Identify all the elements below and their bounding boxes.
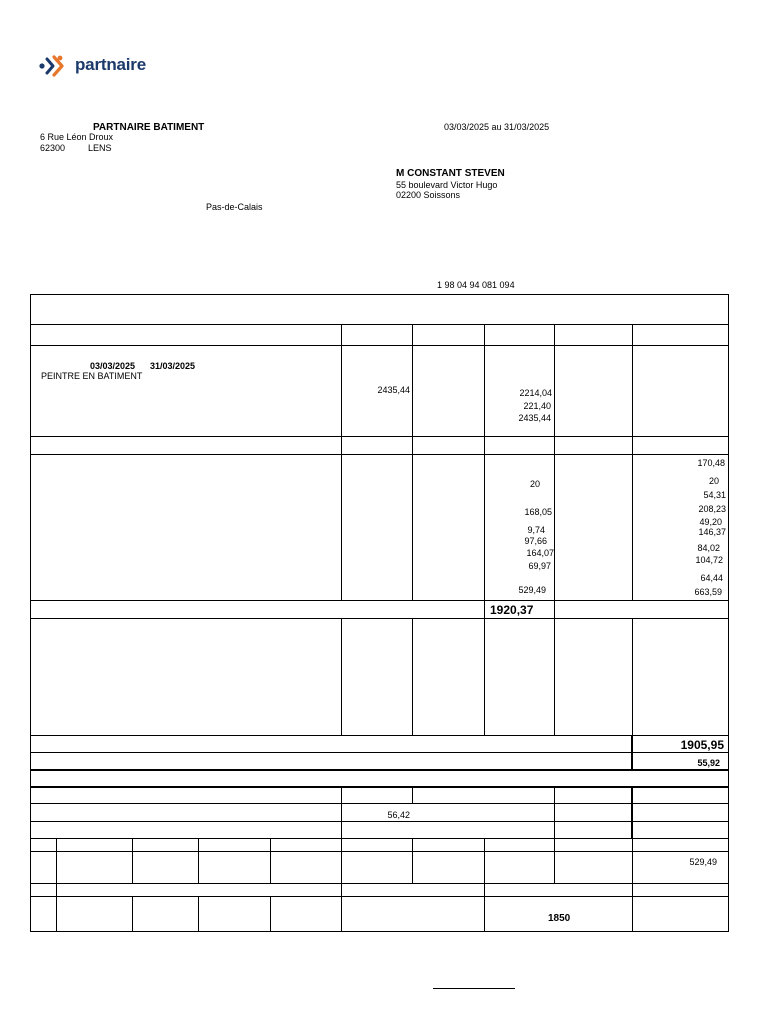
contrib-col4-4: 97,66 bbox=[524, 536, 547, 546]
contrib-col4-5: 164,07 bbox=[526, 548, 554, 558]
employer-region: Pas-de-Calais bbox=[206, 202, 263, 212]
employee-city: 02200 Soissons bbox=[396, 190, 461, 200]
partnaire-logo-icon bbox=[38, 54, 74, 78]
employer-city: LENS bbox=[88, 143, 112, 153]
mission-start: 03/03/2025 bbox=[90, 361, 136, 371]
employer-name: PARTNAIRE BATIMENT bbox=[93, 122, 205, 133]
net-amount-1: 1905,95 bbox=[680, 738, 724, 752]
pay-period: 03/03/2025 au 31/03/2025 bbox=[444, 122, 550, 132]
contrib-col7-6: 146,37 bbox=[698, 527, 726, 537]
contrib-col4-6: 69,97 bbox=[528, 561, 551, 571]
contrib-col7-2: 20 bbox=[708, 476, 719, 486]
contrib-col7-5: 49,20 bbox=[699, 517, 722, 527]
employer-postcode: 62300 bbox=[40, 143, 66, 153]
employee-name: M CONSTANT STEVEN bbox=[396, 168, 505, 179]
subtotal-value: 1920,37 bbox=[490, 603, 534, 617]
contrib-col7-1: 170,48 bbox=[697, 458, 725, 468]
contrib-col7-9: 64,44 bbox=[700, 573, 723, 583]
contrib-col7-4: 208,23 bbox=[698, 504, 726, 514]
signature-line bbox=[433, 988, 515, 989]
brand-name: partnaire bbox=[75, 55, 146, 74]
contrib-col7-10: 663,59 bbox=[694, 587, 722, 597]
employee-street: 55 boulevard Victor Hugo bbox=[396, 180, 498, 190]
job-title: PEINTRE EN BATIMENT bbox=[41, 371, 143, 381]
contrib-col4-1: 20 bbox=[529, 479, 540, 489]
employer-street: 6 Rue Léon Droux bbox=[40, 132, 114, 142]
hours-value: 56,42 bbox=[387, 810, 410, 820]
gross-col1: 2435,44 bbox=[377, 385, 410, 395]
contrib-col4-2: 168,05 bbox=[524, 507, 552, 517]
gross-total: 2435,44 bbox=[518, 413, 551, 423]
contrib-col4-3: 9,74 bbox=[527, 525, 545, 535]
contrib-col7-8: 104,72 bbox=[695, 555, 723, 565]
contrib-col7-3: 54,31 bbox=[703, 490, 726, 500]
mission-end: 31/03/2025 bbox=[150, 361, 196, 371]
social-security-number: 1 98 04 94 081 094 bbox=[437, 280, 515, 290]
contrib-col7-7: 84,02 bbox=[697, 543, 720, 553]
employee-contrib-total: 529,49 bbox=[689, 857, 717, 867]
net-paid: 1850 bbox=[548, 913, 571, 924]
net-amount-2: 55,92 bbox=[697, 758, 720, 768]
gross-supplement: 221,40 bbox=[523, 401, 551, 411]
gross-base: 2214,04 bbox=[519, 388, 552, 398]
contrib-col4-7: 529,49 bbox=[518, 585, 546, 595]
